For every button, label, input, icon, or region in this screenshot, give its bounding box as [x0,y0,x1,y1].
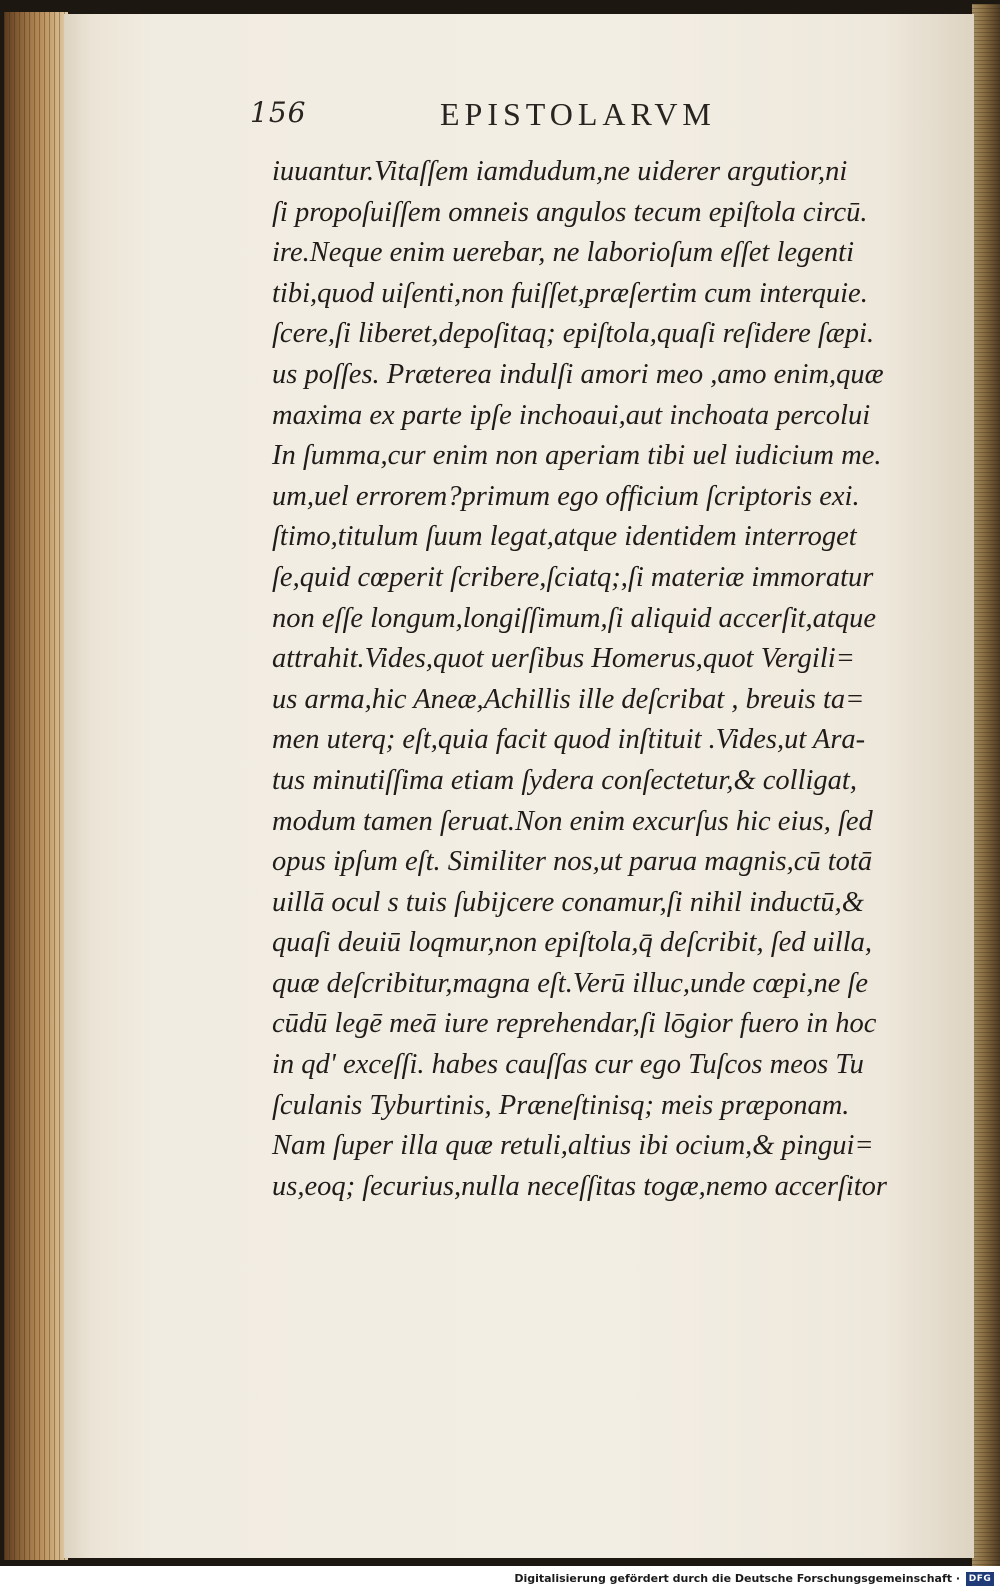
left-page-edges [4,12,68,1560]
text-line: Nam ſuper illa quæ retuli,altius ibi ocium,& pingui= [272,1130,874,1162]
text-line: maxima ex parte ipſe inchoaui,aut inchoata percolui [272,399,871,431]
text-line: In ſumma,cur enim non aperiam tibi uel iudicium me. [272,440,882,472]
text-line: in qd' exceſſi. habes cauſſas cur ego Tuſcos meos Tu [272,1049,864,1081]
text-line: ſe,quid cœperit ſcribere,ſciatq;,ſi materiæ immoratur [272,561,874,593]
text-line: ſcere,ſi liberet,depoſitaq; epiſtola,quaſi reſidere ſæpi. [272,318,875,350]
text-line: us poſſes. Præterea indulſi amori meo ,amo enim,quæ [272,358,884,390]
text-line: ire.Neque enim uerebar, ne laborioſum eſſet legenti [272,237,855,269]
running-head [250,96,910,146]
text-line: ſtimo,titulum ſuum legat,atque identidem interroget [272,521,857,553]
left-edge-texture [4,12,68,1560]
right-page-edges [972,4,1000,1566]
page-number: 156 [250,96,307,129]
text-line: attrahit.Vides,quot uerſibus Homerus,quot Vergili= [272,643,855,675]
dfg-logo: DFG [966,1572,994,1586]
digitization-credit: Digitalisierung gefördert durch die Deutsche Forschungsgemeinschaft · [514,1572,960,1585]
text-line: opus ipſum eſt. Similiter nos,ut parua magnis,cū totā [272,846,873,878]
text-line: tus minutiſſima etiam ſydera conſectetur,& colligat, [272,764,857,796]
running-head-title: EPISTOLARVM [440,96,716,132]
text-line: ſculanis Tyburtinis, Præneſtinisq; meis præponam. [272,1089,850,1121]
body-text [272,152,912,1207]
text-line: iuuantur.Vitaſſem iamdudum,ne uiderer argutior,ni [272,156,848,187]
text-line: quæ deſcribitur,magna eſt.Verū illuc,unde cœpi,ne ſe [272,967,869,999]
text-line: us,eoq; ſecurius,nulla neceſſitas togæ,nemo accerſitor [272,1170,888,1202]
text-line: quaſi deuiū loqmur,non epiſtola,q̄ deſcribit, ſed uilla, [272,927,873,959]
text-line: men uterq; eſt,quia facit quod inſtituit .Vides,ut Ara- [272,724,866,756]
text-line: uillā ocul s tuis ſubijcere conamur,ſi nihil inductū,& [272,886,864,918]
text-line: us arma,hic Aneæ,Achillis ille deſcribat , breuis ta= [272,683,865,715]
text-line: um,uel errorem?primum ego officium ſcriptoris exi. [272,480,860,512]
text-line: tibi,quod uiſenti,non fuiſſet,præſertim cum interquie. [272,277,868,309]
right-edge-texture [972,4,1000,1566]
text-line: cūdū legē meā iure reprehendar,ſi lōgior fuero in hoc [272,1008,877,1040]
text-line: non eſſe longum,longiſſimum,ſi aliquid accerſit,atque [272,602,876,634]
text-line: ſi propoſuiſſem omneis angulos tecum epiſtola circū. [272,196,868,228]
text-line: modum tamen ſeruat.Non enim excurſus hic eius, ſed [272,805,873,837]
